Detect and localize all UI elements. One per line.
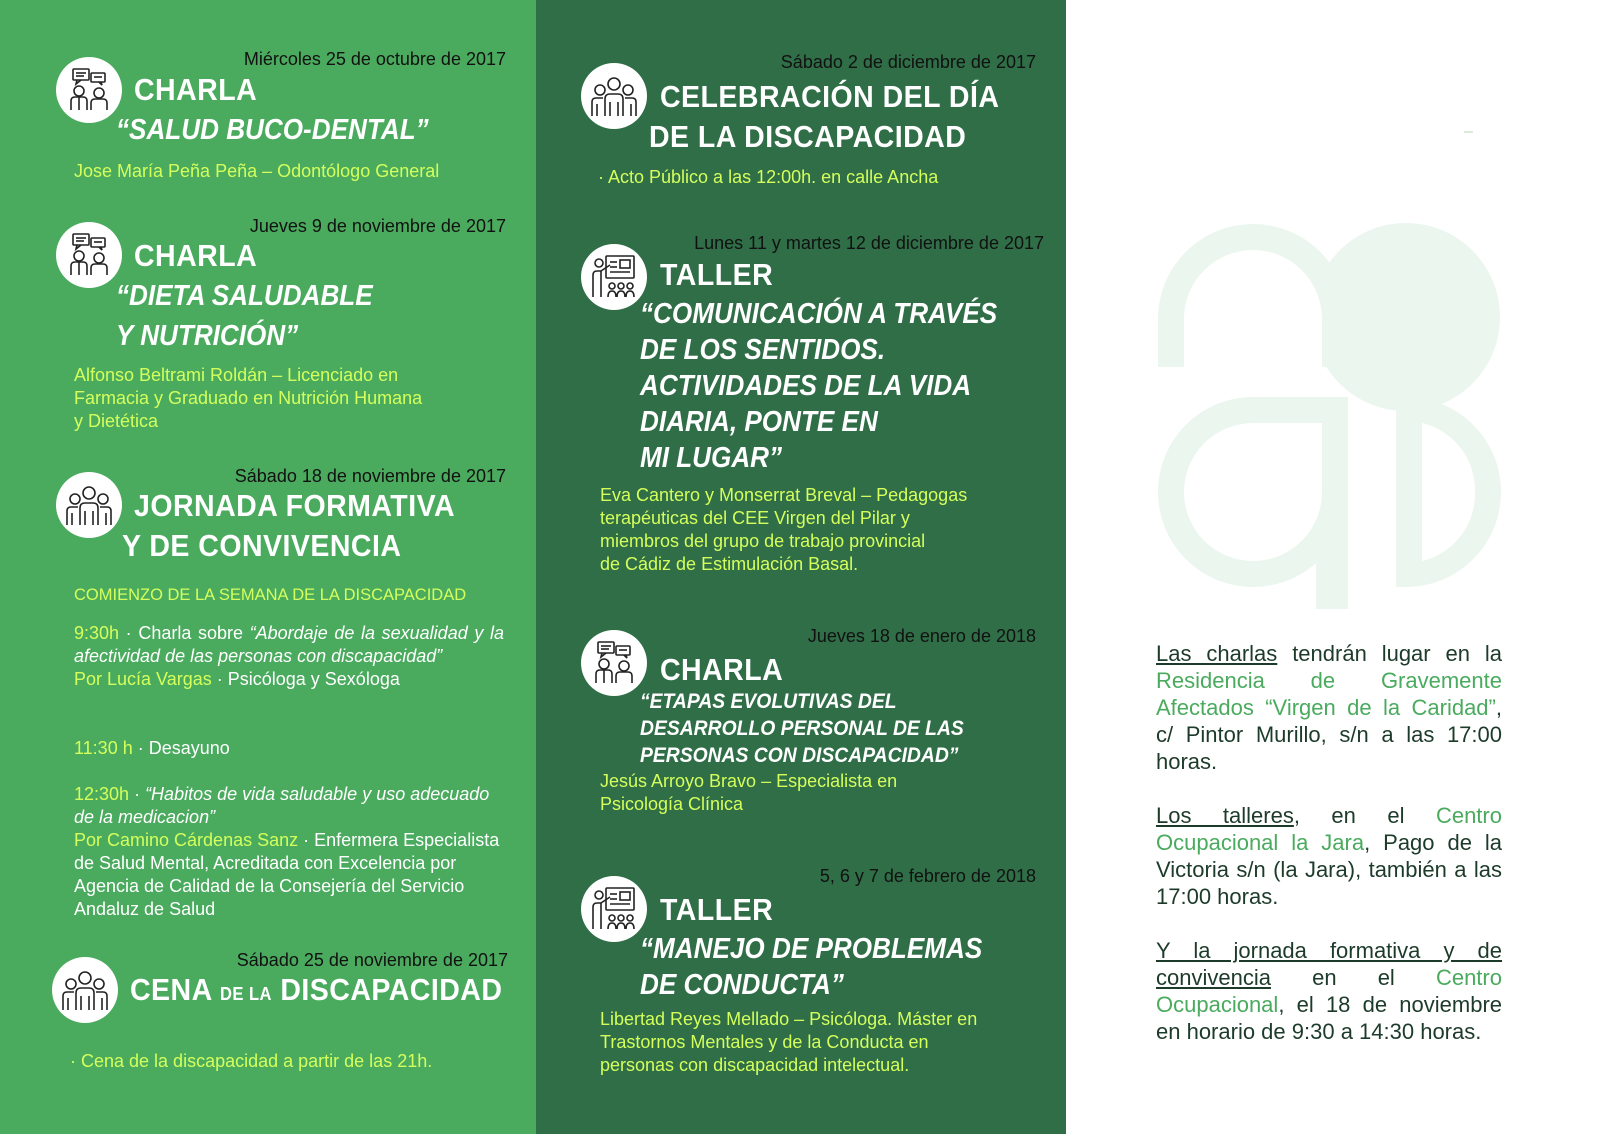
title-part: DISCAPACIDAD: [271, 972, 503, 1007]
speaker-line: Farmacia y Graduado en Nutrición Humana: [74, 388, 423, 408]
group-people-icon: [56, 472, 122, 538]
session-speaker: Por Camino Cárdenas Sanz: [74, 830, 299, 850]
event-detail: · Acto Público a las 12:00h. en calle Ancha: [598, 167, 939, 187]
event-title-line: DIARIA, PONTE EN: [640, 406, 878, 438]
session-sep: ·: [129, 784, 146, 804]
venue-place: Centro Ocupacional: [1156, 965, 1502, 1017]
event-title-line: Y DE CONVIVENCIA: [122, 528, 402, 563]
event-date: Jueves 9 de noviembre de 2017: [249, 216, 506, 236]
venue-label: Los talleres: [1156, 803, 1294, 828]
venue-text: , Pago de la Victoria s/n (la Jara), también a las 17:00 horas.: [1156, 830, 1502, 909]
venue-place: Residencia de Gravemente Afectados “Virgen de la Caridad”: [1156, 668, 1502, 720]
session-time: 11:30 h: [74, 738, 133, 758]
event-intro: COMIENZO DE LA SEMANA DE LA DISCAPACIDAD: [74, 586, 467, 604]
left-panel: [0, 0, 536, 1134]
event-speaker: [600, 770, 897, 816]
event-detail: · Cena de la discapacidad a partir de las 21h.: [70, 1051, 433, 1071]
event-title: [130, 970, 502, 1014]
speaker-line: terapéuticas del CEE Virgen del Pilar y: [600, 508, 910, 528]
event-date: Sábado 25 de noviembre de 2017: [236, 950, 508, 970]
event-type: CHARLA: [134, 238, 258, 273]
speech-people-icon: [581, 630, 647, 696]
speaker-line: Psicología Clínica: [600, 794, 744, 814]
session-role: · Enfermera Especialista de Salud Mental, Acreditada con Excelencia por Agencia de Calidad de la Consejería del Servicio Andaluz de Salud: [74, 830, 500, 919]
speaker-line: Libertad Reyes Mellado – Psicóloga. Máster en: [600, 1009, 978, 1029]
event-title-line: ACTIVIDADES DE LA VIDA: [640, 370, 972, 402]
venue-text: , en el: [1293, 803, 1436, 828]
session-speaker: Por Lucía Vargas: [74, 669, 212, 689]
event-title-line: DE CONDUCTA”: [640, 969, 844, 1001]
speaker-line: y Dietética: [74, 411, 159, 431]
speaker-line: Jesús Arroyo Bravo – Especialista en: [600, 771, 898, 791]
speech-people-icon: [56, 57, 122, 123]
session-sep: · Charla sobre: [119, 623, 250, 643]
event-date: Miércoles 25 de octubre de 2017: [243, 49, 506, 69]
venue-paragraph-talleres: [1156, 802, 1502, 910]
presentation-board-icon: [581, 876, 647, 942]
event-type: CHARLA: [134, 72, 258, 107]
group-people-icon: [52, 957, 118, 1023]
event-title-line: Y NUTRICIÓN”: [116, 320, 299, 352]
event-title-line: “DIETA SALUDABLE: [116, 280, 373, 312]
speech-people-icon: [56, 222, 122, 288]
venue-place: Centro Ocupacional la Jara: [1156, 803, 1502, 855]
venue-text: , el 18 de noviembre en horario de 9:30 a 14:30 horas.: [1156, 992, 1502, 1044]
event-title-line: “COMUNICACIÓN A TRAVÉS: [640, 298, 998, 330]
venue-paragraph-charlas: [1156, 640, 1502, 775]
group-people-icon: [581, 63, 647, 129]
decorative-dash: [1464, 131, 1473, 133]
event-title-line: DE LOS SENTIDOS.: [640, 334, 886, 366]
event-title-line: JORNADA FORMATIVA: [134, 488, 456, 523]
session-text: · Desayuno: [132, 738, 230, 758]
venue-info: [1156, 640, 1502, 1072]
event-speaker: [74, 364, 422, 433]
event-title-line: CELEBRACIÓN DEL DÍA: [660, 79, 1000, 114]
speaker-line: miembros del grupo de trabajo provincial: [600, 531, 926, 551]
event-title: “SALUD BUCO-DENTAL”: [116, 114, 429, 146]
event-speaker: Jose María Peña Peña – Odontólogo General: [74, 161, 440, 181]
event-title-line: PERSONAS CON DISCAPACIDAD”: [640, 744, 959, 767]
event-title-line: “MANEJO DE PROBLEMAS: [640, 933, 983, 965]
speaker-line: Alfonso Beltrami Roldán – Licenciado en: [74, 365, 399, 385]
event-date: 5, 6 y 7 de febrero de 2018: [819, 866, 1036, 886]
event-title-line: MI LUGAR”: [640, 442, 783, 474]
event-date: Sábado 2 de diciembre de 2017: [780, 52, 1036, 72]
event-date: Jueves 18 de enero de 2018: [807, 626, 1036, 646]
event-type: TALLER: [660, 257, 774, 292]
session-3: [74, 783, 504, 921]
event-date: Lunes 11 y martes 12 de diciembre de 2017: [694, 233, 1044, 253]
title-part-small: DE LA: [219, 984, 272, 1004]
title-part: CENA: [130, 972, 220, 1007]
event-type: CHARLA: [660, 652, 784, 687]
session-1: [74, 622, 504, 691]
clover-logo: [1156, 222, 1506, 612]
event-title-line: DE LA DISCAPACIDAD: [649, 119, 967, 154]
venue-text: tendrán lugar en la: [1277, 641, 1502, 666]
session-time: 12:30h: [74, 784, 130, 804]
speaker-line: personas con discapacidad intelectual.: [600, 1055, 910, 1075]
event-title-line: “ETAPAS EVOLUTIVAS DEL: [640, 690, 897, 713]
speaker-line: de Cádiz de Estimulación Basal.: [600, 554, 859, 574]
session-title: “Habitos de vida saludable y uso adecuado de la medicacion”: [74, 784, 490, 827]
presentation-board-icon: [581, 244, 647, 310]
venue-text: en el: [1270, 965, 1436, 990]
speaker-line: Eva Cantero y Monserrat Breval – Pedagogas: [600, 485, 968, 505]
session-time: 9:30h: [74, 623, 120, 643]
session-role: · Psicóloga y Sexóloga: [211, 669, 400, 689]
venue-label: Las charlas: [1156, 641, 1278, 666]
event-speaker: [600, 484, 967, 576]
middle-panel: [536, 0, 1066, 1134]
session-2: [74, 737, 230, 760]
venue-label: Y la jornada formativa y de convivencia: [1156, 938, 1502, 990]
speaker-line: Trastornos Mentales y de la Conducta en: [600, 1032, 929, 1052]
event-title-line: DESARROLLO PERSONAL DE LAS: [640, 717, 964, 740]
event-speaker: [600, 1008, 977, 1077]
venue-text: , c/ Pintor Murillo, s/n a las 17:00 horas.: [1156, 695, 1502, 774]
event-date: Sábado 18 de noviembre de 2017: [234, 466, 506, 486]
venue-paragraph-jornada: [1156, 937, 1502, 1045]
session-title: “Abordaje de la sexualidad y la afectividad de las personas con discapacidad”: [74, 623, 504, 666]
event-type: TALLER: [660, 892, 774, 927]
